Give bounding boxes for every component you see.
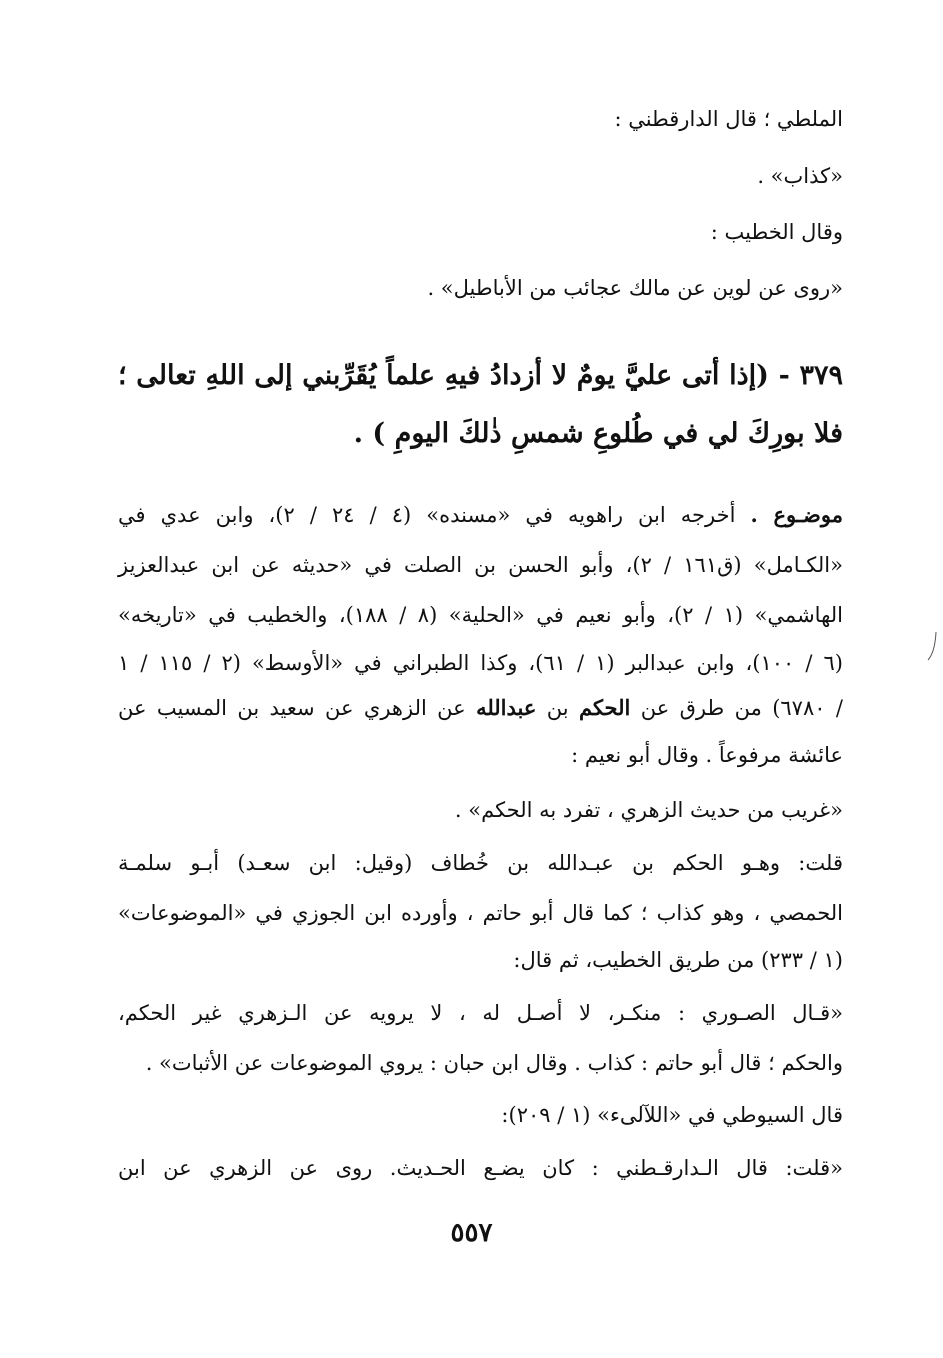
text-line: «كذاب» .: [757, 164, 843, 188]
text-line: (٦ / ١٠٠)، وابن عبدالبر (١ / ٦١)، وكذا الطبراني في «الأوسط» (٢ / ١١٥ / ١: [118, 651, 843, 675]
name-emphasis: الحكم: [578, 695, 631, 720]
text-line: قلت: وهـو الحكم بن عبـدالله بن خُطاف (وقيل: ابن سعـد) أبـو سلمـة: [118, 851, 843, 875]
text-line: والحكم ؛ قال أبو حاتم : كذاب . وقال ابن حبان : يروي الموضوعات عن الأثبات» .: [145, 1051, 843, 1075]
hadith-heading-line: فلا بورِكَ لي في طُلوعِ شمسِ ذٰلكَ اليومِ ) .: [353, 418, 843, 449]
text-span: بن: [536, 696, 579, 720]
page-edge-mark: [927, 632, 937, 662]
text-line: قال السيوطي في «اللآلىء» (١ / ٢٠٩):: [501, 1103, 843, 1127]
text-line: الحمصي ، وهو كذاب ؛ كما قال أبو حاتم ، وأورده ابن الجوزي في «الموضوعات»: [118, 901, 843, 925]
name-emphasis: عبدالله: [476, 695, 537, 720]
text-line: «روى عن لوين عن مالك عجائب من الأباطيل» .: [427, 276, 843, 300]
text-line: وقال الخطيب :: [710, 220, 843, 244]
text-line: [118, 693, 843, 723]
text-line: الهاشمي» (١ / ٢)، وأبو نعيم في «الحلية» (٨ / ١٨٨)، والخطيب في «تاريخه»: [118, 603, 843, 627]
text-line: عائشة مرفوعاً . وقال أبو نعيم :: [571, 743, 843, 767]
text-line: «قلت: قال الـدارقـطني : كان يضـع الحـديث. روى عن الزهري عن ابن: [118, 1156, 843, 1180]
text-span: / ٦٧٨٠) من طرق عن: [630, 696, 843, 720]
text-line: «قـال الصـوري : منكـر، لا أصـل له ، لا يرويه عن الـزهري غير الحكم،: [118, 1001, 843, 1025]
text-line: «غريب من حديث الزهري ، تفرد به الحكم» .: [454, 798, 843, 822]
text-line: [118, 500, 843, 530]
text-span: عن الزهري عن سعيد بن المسيب عن: [118, 696, 477, 720]
text-span: أخرجه ابن راهويه في «مسنده» (٤ / ٢٤ / ٢)، وابن عدي في: [118, 503, 751, 527]
hadith-heading-line: ٣٧٩ - (إذا أتى عليَّ يومٌ لا أزدادُ فيهِ علماً يُقَرِّبني إلى اللهِ تعالى ؛: [118, 360, 843, 391]
text-line: (١ / ٢٣٣) من طريق الخطيب، ثم قال:: [513, 948, 843, 972]
text-line: «الكـامل» (ق١٦١ / ٢)، وأبو الحسن بن الصلت في «حديثه عن ابن عبدالعزيز: [118, 553, 843, 577]
text-line: الملطي ؛ قال الدارقطني :: [614, 107, 843, 131]
page-number: ٥٥٧: [450, 1218, 493, 1248]
verdict-label: موضـوع .: [750, 502, 843, 527]
